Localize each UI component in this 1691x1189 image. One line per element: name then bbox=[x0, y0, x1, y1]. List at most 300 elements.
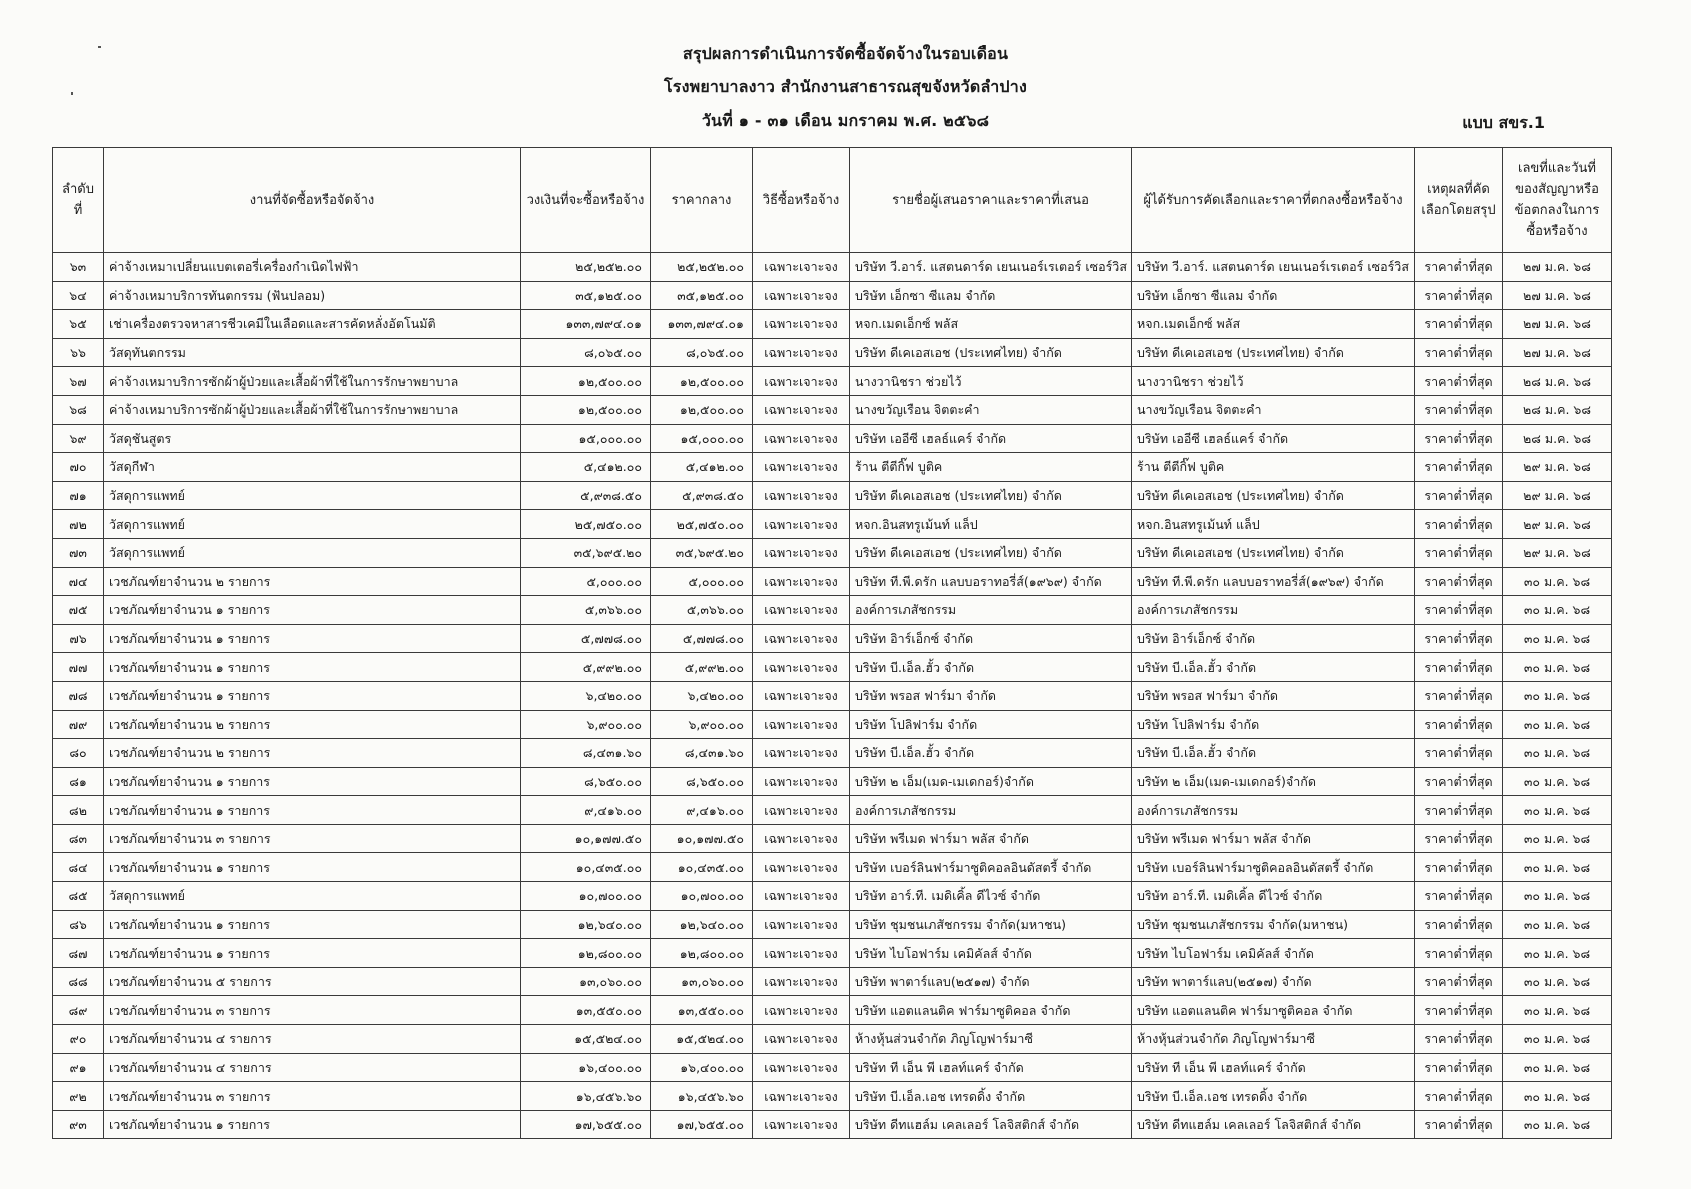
cell-task: ค่าจ้างเหมาบริการทันตกรรม (ฟันปลอม) bbox=[104, 281, 521, 310]
cell-contract-date: ๓๐ ม.ค. ๖๘ bbox=[1503, 1110, 1612, 1139]
cell-reference-price: ๑๖,๔๐๐.๐๐ bbox=[651, 1053, 753, 1082]
cell-budget: ๘,๐๖๕.๐๐ bbox=[521, 338, 651, 367]
cell-no: ๗๓ bbox=[53, 538, 104, 567]
cell-reason: ราคาต่ำที่สุด bbox=[1415, 681, 1503, 710]
table-row bbox=[53, 624, 1612, 653]
cell-method: เฉพาะเจาะจง bbox=[753, 567, 850, 596]
cell-reference-price: ๑๐,๑๗๗.๕๐ bbox=[651, 824, 753, 853]
cell-reason: ราคาต่ำที่สุด bbox=[1415, 624, 1503, 653]
cell-reference-price: ๕,๙๙๒.๐๐ bbox=[651, 653, 753, 682]
cell-method: เฉพาะเจาะจง bbox=[753, 310, 850, 339]
cell-reference-price: ๘,๐๖๕.๐๐ bbox=[651, 338, 753, 367]
cell-winner: บริษัท พรีเมด ฟาร์มา พลัส จำกัด bbox=[1132, 824, 1415, 853]
cell-reference-price: ๘,๔๓๑.๖๐ bbox=[651, 739, 753, 768]
cell-bidders: บริษัท ดีเคเอสเอช (ประเทศไทย) จำกัด bbox=[850, 338, 1132, 367]
cell-no: ๖๙ bbox=[53, 424, 104, 453]
cell-bidders: บริษัท พรอส ฟาร์มา จำกัด bbox=[850, 681, 1132, 710]
cell-task: เวชภัณฑ์ยาจำนวน ๒ รายการ bbox=[104, 739, 521, 768]
cell-bidders: บริษัท ดีเคเอสเอช (ประเทศไทย) จำกัด bbox=[850, 481, 1132, 510]
cell-budget: ๑๐,๔๓๕.๐๐ bbox=[521, 853, 651, 882]
cell-contract-date: ๓๐ ม.ค. ๖๘ bbox=[1503, 710, 1612, 739]
cell-reason: ราคาต่ำที่สุด bbox=[1415, 739, 1503, 768]
table-row bbox=[53, 767, 1612, 796]
table-row bbox=[53, 882, 1612, 911]
report-title: สรุปผลการดำเนินการจัดซื้อจัดจ้างในรอบเดือน bbox=[682, 44, 1009, 63]
cell-contract-date: ๓๐ ม.ค. ๖๘ bbox=[1503, 653, 1612, 682]
cell-contract-date: ๒๗ ม.ค. ๖๘ bbox=[1503, 338, 1612, 367]
cell-budget: ๘,๔๓๑.๖๐ bbox=[521, 739, 651, 768]
cell-contract-date: ๓๐ ม.ค. ๖๘ bbox=[1503, 624, 1612, 653]
table-row bbox=[53, 939, 1612, 968]
cell-method: เฉพาะเจาะจง bbox=[753, 739, 850, 768]
table-row bbox=[53, 1025, 1612, 1054]
cell-task: เวชภัณฑ์ยาจำนวน ๓ รายการ bbox=[104, 996, 521, 1025]
cell-winner: ห้างหุ้นส่วนจำกัด ภิญโญฟาร์มาซี bbox=[1132, 1025, 1415, 1054]
cell-reference-price: ๑๒,๘๐๐.๐๐ bbox=[651, 939, 753, 968]
cell-reason: ราคาต่ำที่สุด bbox=[1415, 796, 1503, 825]
cell-bidders: บริษัท บี.เอ็ล.เอช เทรดดิ้ง จำกัด bbox=[850, 1082, 1132, 1111]
cell-contract-date: ๒๘ ม.ค. ๖๘ bbox=[1503, 424, 1612, 453]
cell-method: เฉพาะเจาะจง bbox=[753, 710, 850, 739]
cell-contract-date: ๓๐ ม.ค. ๖๘ bbox=[1503, 967, 1612, 996]
cell-contract-date: ๓๐ ม.ค. ๖๘ bbox=[1503, 796, 1612, 825]
cell-task: เวชภัณฑ์ยาจำนวน ๑ รายการ bbox=[104, 681, 521, 710]
cell-contract-date: ๒๘ ม.ค. ๖๘ bbox=[1503, 367, 1612, 396]
cell-reference-price: ๖,๔๒๐.๐๐ bbox=[651, 681, 753, 710]
cell-method: เฉพาะเจาะจง bbox=[753, 882, 850, 911]
cell-budget: ๑๕,๐๐๐.๐๐ bbox=[521, 424, 651, 453]
cell-method: เฉพาะเจาะจง bbox=[753, 824, 850, 853]
cell-no: ๖๘ bbox=[53, 395, 104, 424]
col-header-task: งานที่จัดซื้อหรือจัดจ้าง bbox=[104, 148, 521, 253]
cell-reason: ราคาต่ำที่สุด bbox=[1415, 967, 1503, 996]
cell-budget: ๕,๓๖๖.๐๐ bbox=[521, 596, 651, 625]
cell-task: วัสดุชันสูตร bbox=[104, 424, 521, 453]
cell-bidders: บริษัท ๒ เอ็ม(เมด-เมเดกอร์)จำกัด bbox=[850, 767, 1132, 796]
cell-budget: ๓๕,๖๙๕.๒๐ bbox=[521, 538, 651, 567]
cell-method: เฉพาะเจาะจง bbox=[753, 939, 850, 968]
cell-method: เฉพาะเจาะจง bbox=[753, 253, 850, 282]
cell-reference-price: ๑๓,๕๕๐.๐๐ bbox=[651, 996, 753, 1025]
cell-reason: ราคาต่ำที่สุด bbox=[1415, 281, 1503, 310]
cell-reason: ราคาต่ำที่สุด bbox=[1415, 510, 1503, 539]
cell-method: เฉพาะเจาะจง bbox=[753, 338, 850, 367]
cell-bidders: ห้างหุ้นส่วนจำกัด ภิญโญฟาร์มาซี bbox=[850, 1025, 1132, 1054]
cell-reference-price: ๑๒,๕๐๐.๐๐ bbox=[651, 367, 753, 396]
cell-reference-price: ๑๐,๔๓๕.๐๐ bbox=[651, 853, 753, 882]
cell-contract-date: ๓๐ ม.ค. ๖๘ bbox=[1503, 882, 1612, 911]
table-row bbox=[53, 910, 1612, 939]
cell-winner: บริษัท ที.พี.ดรัก แลบบอราทอรี่ส์(๑๙๖๙) จำกัด bbox=[1132, 567, 1415, 596]
cell-bidders: บริษัท บี.เอ็ล.ฮั้ว จำกัด bbox=[850, 739, 1132, 768]
cell-reason: ราคาต่ำที่สุด bbox=[1415, 453, 1503, 482]
cell-no: ๗๙ bbox=[53, 710, 104, 739]
cell-reason: ราคาต่ำที่สุด bbox=[1415, 882, 1503, 911]
cell-winner: บริษัท โปลิฟาร์ม จำกัด bbox=[1132, 710, 1415, 739]
cell-contract-date: ๓๐ ม.ค. ๖๘ bbox=[1503, 1025, 1612, 1054]
cell-bidders: บริษัท เบอร์ลินฟาร์มาซูติคอลอินดัสตรี้ จำกัด bbox=[850, 853, 1132, 882]
cell-winner: บริษัท อิาร์เอ็กซ์ จำกัด bbox=[1132, 624, 1415, 653]
table-row bbox=[53, 338, 1612, 367]
cell-no: ๖๓ bbox=[53, 253, 104, 282]
cell-budget: ๑๒,๖๔๐.๐๐ bbox=[521, 910, 651, 939]
cell-task: ค่าจ้างเหมาบริการซักผ้าผู้ป่วยและเสื้อผ้าที่ใช้ในการรักษาพยาบาล bbox=[104, 367, 521, 396]
cell-method: เฉพาะเจาะจง bbox=[753, 967, 850, 996]
cell-bidders: บริษัท ที.พี.ดรัก แลบบอราทอรี่ส์(๑๙๖๙) จำกัด bbox=[850, 567, 1132, 596]
col-header-bidders: รายชื่อผู้เสนอราคาและราคาที่เสนอ bbox=[850, 148, 1132, 253]
cell-bidders: หจก.อินสทรูเม้นท์ แล็ป bbox=[850, 510, 1132, 539]
cell-bidders: ร้าน ตีตีกิ๊ฟ บูติค bbox=[850, 453, 1132, 482]
cell-bidders: บริษัท อาร์.ที. เมดิเคิ้ล ดีไวซ์ จำกัด bbox=[850, 882, 1132, 911]
cell-budget: ๕,๐๐๐.๐๐ bbox=[521, 567, 651, 596]
cell-reason: ราคาต่ำที่สุด bbox=[1415, 710, 1503, 739]
cell-bidders: บริษัท พรีเมด ฟาร์มา พลัส จำกัด bbox=[850, 824, 1132, 853]
cell-contract-date: ๒๙ ม.ค. ๖๘ bbox=[1503, 453, 1612, 482]
cell-no: ๖๕ bbox=[53, 310, 104, 339]
cell-task: เวชภัณฑ์ยาจำนวน ๒ รายการ bbox=[104, 567, 521, 596]
cell-method: เฉพาะเจาะจง bbox=[753, 453, 850, 482]
cell-task: วัสดุการแพทย์ bbox=[104, 481, 521, 510]
cell-method: เฉพาะเจาะจง bbox=[753, 910, 850, 939]
cell-bidders: องค์การเภสัชกรรม bbox=[850, 596, 1132, 625]
cell-no: ๗๒ bbox=[53, 510, 104, 539]
cell-no: ๘๕ bbox=[53, 882, 104, 911]
cell-task: เวชภัณฑ์ยาจำนวน ๕ รายการ bbox=[104, 967, 521, 996]
cell-method: เฉพาะเจาะจง bbox=[753, 1082, 850, 1111]
table-row bbox=[53, 739, 1612, 768]
cell-winner: องค์การเภสัชกรรม bbox=[1132, 596, 1415, 625]
cell-method: เฉพาะเจาะจง bbox=[753, 395, 850, 424]
cell-contract-date: ๓๐ ม.ค. ๖๘ bbox=[1503, 910, 1612, 939]
cell-reference-price: ๕,๙๓๘.๕๐ bbox=[651, 481, 753, 510]
cell-budget: ๖,๙๐๐.๐๐ bbox=[521, 710, 651, 739]
cell-winner: บริษัท บี.เอ็ล.ฮั้ว จำกัด bbox=[1132, 653, 1415, 682]
cell-budget: ๑๓,๕๕๐.๐๐ bbox=[521, 996, 651, 1025]
col-header-winner: ผู้ได้รับการคัดเลือกและราคาที่ตกลงซื้อหรือจ้าง bbox=[1132, 148, 1415, 253]
cell-no: ๗๖ bbox=[53, 624, 104, 653]
cell-reference-price: ๕,๔๑๒.๐๐ bbox=[651, 453, 753, 482]
cell-method: เฉพาะเจาะจง bbox=[753, 424, 850, 453]
cell-no: ๙๓ bbox=[53, 1110, 104, 1139]
cell-budget: ๕,๔๑๒.๐๐ bbox=[521, 453, 651, 482]
cell-method: เฉพาะเจาะจง bbox=[753, 767, 850, 796]
cell-winner: บริษัท ๒ เอ็ม(เมด-เมเดกอร์)จำกัด bbox=[1132, 767, 1415, 796]
cell-bidders: บริษัท ดีเคเอสเอช (ประเทศไทย) จำกัด bbox=[850, 538, 1132, 567]
cell-reason: ราคาต่ำที่สุด bbox=[1415, 567, 1503, 596]
cell-method: เฉพาะเจาะจง bbox=[753, 281, 850, 310]
cell-no: ๘๑ bbox=[53, 767, 104, 796]
table-row bbox=[53, 281, 1612, 310]
cell-method: เฉพาะเจาะจง bbox=[753, 853, 850, 882]
cell-budget: ๑๒,๕๐๐.๐๐ bbox=[521, 395, 651, 424]
cell-budget: ๑๖,๔๕๖.๖๐ bbox=[521, 1082, 651, 1111]
table-row bbox=[53, 653, 1612, 682]
cell-budget: ๑๗,๖๕๕.๐๐ bbox=[521, 1110, 651, 1139]
cell-no: ๖๔ bbox=[53, 281, 104, 310]
cell-winner: นางวานิชรา ช่วยไว้ bbox=[1132, 367, 1415, 396]
cell-budget: ๘,๖๕๐.๐๐ bbox=[521, 767, 651, 796]
cell-task: เวชภัณฑ์ยาจำนวน ๓ รายการ bbox=[104, 1082, 521, 1111]
col-header-contract-date: เลขที่และวันที่ของสัญญาหรือข้อตกลงในการซื้อหรือจ้าง bbox=[1503, 148, 1612, 253]
cell-reference-price: ๓๕,๑๒๕.๐๐ bbox=[651, 281, 753, 310]
cell-no: ๗๐ bbox=[53, 453, 104, 482]
form-code: แบบ สขร.1 bbox=[1462, 113, 1545, 132]
cell-task: เวชภัณฑ์ยาจำนวน ๒ รายการ bbox=[104, 710, 521, 739]
cell-no: ๙๑ bbox=[53, 1053, 104, 1082]
table-row bbox=[53, 367, 1612, 396]
cell-no: ๘๗ bbox=[53, 939, 104, 968]
cell-method: เฉพาะเจาะจง bbox=[753, 596, 850, 625]
cell-reason: ราคาต่ำที่สุด bbox=[1415, 395, 1503, 424]
cell-winner: บริษัท ดีเคเอสเอช (ประเทศไทย) จำกัด bbox=[1132, 538, 1415, 567]
cell-reference-price: ๑๗,๖๕๕.๐๐ bbox=[651, 1110, 753, 1139]
table-row bbox=[53, 853, 1612, 882]
cell-contract-date: ๒๙ ม.ค. ๖๘ bbox=[1503, 510, 1612, 539]
cell-contract-date: ๓๐ ม.ค. ๖๘ bbox=[1503, 596, 1612, 625]
cell-reference-price: ๑๐,๗๐๐.๐๐ bbox=[651, 882, 753, 911]
cell-contract-date: ๒๗ ม.ค. ๖๘ bbox=[1503, 281, 1612, 310]
table-row bbox=[53, 824, 1612, 853]
cell-reason: ราคาต่ำที่สุด bbox=[1415, 767, 1503, 796]
cell-task: เวชภัณฑ์ยาจำนวน ๑ รายการ bbox=[104, 939, 521, 968]
cell-budget: ๑๕,๕๒๔.๐๐ bbox=[521, 1025, 651, 1054]
cell-winner: บริษัท พาตาร์แลบ(๒๕๑๗) จำกัด bbox=[1132, 967, 1415, 996]
cell-bidders: หจก.เมดเอ็กซ์ พลัส bbox=[850, 310, 1132, 339]
cell-no: ๗๗ bbox=[53, 653, 104, 682]
cell-reason: ราคาต่ำที่สุด bbox=[1415, 1082, 1503, 1111]
cell-reference-price: ๑๕,๐๐๐.๐๐ bbox=[651, 424, 753, 453]
cell-contract-date: ๓๐ ม.ค. ๖๘ bbox=[1503, 1053, 1612, 1082]
table-row bbox=[53, 538, 1612, 567]
cell-winner: บริษัท เอ็กซา ซีแลม จำกัด bbox=[1132, 281, 1415, 310]
cell-reason: ราคาต่ำที่สุด bbox=[1415, 596, 1503, 625]
col-header-budget: วงเงินที่จะซื้อหรือจ้าง bbox=[521, 148, 651, 253]
cell-reason: ราคาต่ำที่สุด bbox=[1415, 367, 1503, 396]
cell-no: ๗๘ bbox=[53, 681, 104, 710]
cell-no: ๘๙ bbox=[53, 996, 104, 1025]
cell-bidders: นางขวัญเรือน จิตตะคำ bbox=[850, 395, 1132, 424]
cell-reason: ราคาต่ำที่สุด bbox=[1415, 853, 1503, 882]
cell-task: เวชภัณฑ์ยาจำนวน ๓ รายการ bbox=[104, 824, 521, 853]
cell-no: ๙๒ bbox=[53, 1082, 104, 1111]
cell-contract-date: ๓๐ ม.ค. ๖๘ bbox=[1503, 824, 1612, 853]
cell-method: เฉพาะเจาะจง bbox=[753, 538, 850, 567]
table-row bbox=[53, 424, 1612, 453]
cell-bidders: บริษัท วี.อาร์. แสตนดาร์ด เยนเนอร์เรเตอร์ เซอร์วิส bbox=[850, 253, 1132, 282]
cell-no: ๘๘ bbox=[53, 967, 104, 996]
cell-winner: บริษัท ชุมชนเภสัชกรรม จำกัด(มหาชน) bbox=[1132, 910, 1415, 939]
report-period: วันที่ ๑ - ๓๑ เดือน มกราคม พ.ศ. ๒๕๖๘ bbox=[701, 111, 990, 130]
cell-winner: บริษัท ที เอ็น พี เฮลท์แคร์ จำกัด bbox=[1132, 1053, 1415, 1082]
cell-winner: บริษัท ดีเคเอสเอช (ประเทศไทย) จำกัด bbox=[1132, 338, 1415, 367]
cell-winner: บริษัท แอตแลนติค ฟาร์มาซูติคอล จำกัด bbox=[1132, 996, 1415, 1025]
cell-bidders: บริษัท ชุมชนเภสัชกรรม จำกัด(มหาชน) bbox=[850, 910, 1132, 939]
cell-reference-price: ๑๒,๕๐๐.๐๐ bbox=[651, 395, 753, 424]
cell-no: ๘๔ bbox=[53, 853, 104, 882]
cell-task: เวชภัณฑ์ยาจำนวน ๑ รายการ bbox=[104, 1110, 521, 1139]
cell-budget: ๕,๙๙๒.๐๐ bbox=[521, 653, 651, 682]
cell-budget: ๓๕,๑๒๕.๐๐ bbox=[521, 281, 651, 310]
cell-method: เฉพาะเจาะจง bbox=[753, 624, 850, 653]
table-row bbox=[53, 996, 1612, 1025]
cell-reference-price: ๙,๔๑๖.๐๐ bbox=[651, 796, 753, 825]
cell-no: ๘๓ bbox=[53, 824, 104, 853]
cell-reference-price: ๑๕,๕๒๔.๐๐ bbox=[651, 1025, 753, 1054]
table-row bbox=[53, 253, 1612, 282]
cell-winner: บริษัท ดีทแฮล์ม เคลเลอร์ โลจิสติกส์ จำกัด bbox=[1132, 1110, 1415, 1139]
cell-task: เวชภัณฑ์ยาจำนวน ๔ รายการ bbox=[104, 1025, 521, 1054]
cell-winner: องค์การเภสัชกรรม bbox=[1132, 796, 1415, 825]
cell-bidders: บริษัท เออีซี เฮลธ์แคร์ จำกัด bbox=[850, 424, 1132, 453]
col-header-reference-price: ราคากลาง bbox=[651, 148, 753, 253]
table-row bbox=[53, 1053, 1612, 1082]
cell-reference-price: ๕,๓๖๖.๐๐ bbox=[651, 596, 753, 625]
cell-method: เฉพาะเจาะจง bbox=[753, 481, 850, 510]
cell-task: ค่าจ้างเหมาเปลี่ยนแบตเตอรี่เครื่องกำเนิดไฟฟ้า bbox=[104, 253, 521, 282]
cell-budget: ๙,๔๑๖.๐๐ bbox=[521, 796, 651, 825]
table-row bbox=[53, 510, 1612, 539]
cell-bidders: บริษัท แอตแลนติค ฟาร์มาซูติคอล จำกัด bbox=[850, 996, 1132, 1025]
cell-bidders: องค์การเภสัชกรรม bbox=[850, 796, 1132, 825]
cell-task: วัสดุการแพทย์ bbox=[104, 510, 521, 539]
cell-reference-price: ๒๕,๒๕๒.๐๐ bbox=[651, 253, 753, 282]
cell-method: เฉพาะเจาะจง bbox=[753, 1053, 850, 1082]
cell-bidders: บริษัท อิาร์เอ็กซ์ จำกัด bbox=[850, 624, 1132, 653]
table-row bbox=[53, 1082, 1612, 1111]
cell-bidders: บริษัท ที เอ็น พี เฮลท์แคร์ จำกัด bbox=[850, 1053, 1132, 1082]
col-header-method: วิธีซื้อหรือจ้าง bbox=[753, 148, 850, 253]
cell-reason: ราคาต่ำที่สุด bbox=[1415, 996, 1503, 1025]
cell-task: เวชภัณฑ์ยาจำนวน ๑ รายการ bbox=[104, 596, 521, 625]
cell-no: ๘๐ bbox=[53, 739, 104, 768]
table-row bbox=[53, 395, 1612, 424]
procurement-table bbox=[52, 147, 1612, 1139]
cell-budget: ๑๓๓,๗๙๔.๐๑ bbox=[521, 310, 651, 339]
cell-method: เฉพาะเจาะจง bbox=[753, 796, 850, 825]
cell-reason: ราคาต่ำที่สุด bbox=[1415, 824, 1503, 853]
cell-reason: ราคาต่ำที่สุด bbox=[1415, 310, 1503, 339]
cell-reason: ราคาต่ำที่สุด bbox=[1415, 481, 1503, 510]
cell-no: ๖๗ bbox=[53, 367, 104, 396]
cell-winner: บริษัท เออีซี เฮลธ์แคร์ จำกัด bbox=[1132, 424, 1415, 453]
cell-no: ๙๐ bbox=[53, 1025, 104, 1054]
cell-reference-price: ๑๒,๖๔๐.๐๐ bbox=[651, 910, 753, 939]
cell-reference-price: ๕,๗๗๘.๐๐ bbox=[651, 624, 753, 653]
table-row bbox=[53, 967, 1612, 996]
cell-method: เฉพาะเจาะจง bbox=[753, 996, 850, 1025]
table-row bbox=[53, 596, 1612, 625]
cell-contract-date: ๓๐ ม.ค. ๖๘ bbox=[1503, 567, 1612, 596]
table-row bbox=[53, 681, 1612, 710]
cell-task: ค่าจ้างเหมาบริการซักผ้าผู้ป่วยและเสื้อผ้าที่ใช้ในการรักษาพยาบาล bbox=[104, 395, 521, 424]
cell-method: เฉพาะเจาะจง bbox=[753, 367, 850, 396]
cell-winner: บริษัท บี.เอ็ล.ฮั้ว จำกัด bbox=[1132, 739, 1415, 768]
cell-task: เวชภัณฑ์ยาจำนวน ๑ รายการ bbox=[104, 624, 521, 653]
cell-task: วัสดุการแพทย์ bbox=[104, 538, 521, 567]
cell-reason: ราคาต่ำที่สุด bbox=[1415, 653, 1503, 682]
report-organization: โรงพยาบาลงาว สำนักงานสาธารณสุขจังหวัดลำปาง bbox=[663, 77, 1027, 96]
cell-bidders: บริษัท โปลิฟาร์ม จำกัด bbox=[850, 710, 1132, 739]
cell-reason: ราคาต่ำที่สุด bbox=[1415, 1025, 1503, 1054]
cell-contract-date: ๓๐ ม.ค. ๖๘ bbox=[1503, 853, 1612, 882]
cell-task: วัสดุกีฬา bbox=[104, 453, 521, 482]
cell-winner: นางขวัญเรือน จิตตะคำ bbox=[1132, 395, 1415, 424]
cell-reason: ราคาต่ำที่สุด bbox=[1415, 1053, 1503, 1082]
cell-method: เฉพาะเจาะจง bbox=[753, 1110, 850, 1139]
cell-task: เวชภัณฑ์ยาจำนวน ๑ รายการ bbox=[104, 767, 521, 796]
cell-winner: บริษัท อาร์.ที. เมดิเคิ้ล ดีไวซ์ จำกัด bbox=[1132, 882, 1415, 911]
cell-bidders: บริษัท บี.เอ็ล.ฮั้ว จำกัด bbox=[850, 653, 1132, 682]
cell-task: เวชภัณฑ์ยาจำนวน ๔ รายการ bbox=[104, 1053, 521, 1082]
cell-reference-price: ๖,๙๐๐.๐๐ bbox=[651, 710, 753, 739]
cell-task: เวชภัณฑ์ยาจำนวน ๑ รายการ bbox=[104, 853, 521, 882]
col-header-reason: เหตุผลที่คัดเลือกโดยสรุป bbox=[1415, 148, 1503, 253]
cell-contract-date: ๓๐ ม.ค. ๖๘ bbox=[1503, 767, 1612, 796]
cell-reference-price: ๘,๖๕๐.๐๐ bbox=[651, 767, 753, 796]
cell-winner: บริษัท เบอร์ลินฟาร์มาซูติคอลอินดัสตรี้ จำกัด bbox=[1132, 853, 1415, 882]
cell-winner: บริษัท ดีเคเอสเอช (ประเทศไทย) จำกัด bbox=[1132, 481, 1415, 510]
cell-bidders: บริษัท เอ็กซา ซีแลม จำกัด bbox=[850, 281, 1132, 310]
cell-contract-date: ๒๗ ม.ค. ๖๘ bbox=[1503, 310, 1612, 339]
table-header-row bbox=[53, 148, 1612, 253]
cell-method: เฉพาะเจาะจง bbox=[753, 510, 850, 539]
cell-reason: ราคาต่ำที่สุด bbox=[1415, 538, 1503, 567]
cell-winner: ร้าน ตีตีกิ๊ฟ บูติค bbox=[1132, 453, 1415, 482]
cell-contract-date: ๒๙ ม.ค. ๖๘ bbox=[1503, 481, 1612, 510]
cell-winner: บริษัท ไบโอฟาร์ม เคมิคัลส์ จำกัด bbox=[1132, 939, 1415, 968]
cell-budget: ๒๕,๒๕๒.๐๐ bbox=[521, 253, 651, 282]
cell-bidders: บริษัท ไบโอฟาร์ม เคมิคัลส์ จำกัด bbox=[850, 939, 1132, 968]
cell-reason: ราคาต่ำที่สุด bbox=[1415, 910, 1503, 939]
cell-contract-date: ๓๐ ม.ค. ๖๘ bbox=[1503, 1082, 1612, 1111]
cell-no: ๗๕ bbox=[53, 596, 104, 625]
table-row bbox=[53, 453, 1612, 482]
cell-no: ๖๖ bbox=[53, 338, 104, 367]
cell-winner: หจก.อินสทรูเม้นท์ แล็ป bbox=[1132, 510, 1415, 539]
cell-reason: ราคาต่ำที่สุด bbox=[1415, 424, 1503, 453]
cell-budget: ๑๓,๐๖๐.๐๐ bbox=[521, 967, 651, 996]
cell-bidders: นางวานิชรา ช่วยไว้ bbox=[850, 367, 1132, 396]
cell-method: เฉพาะเจาะจง bbox=[753, 1025, 850, 1054]
table-row bbox=[53, 481, 1612, 510]
cell-budget: ๑๐,๗๐๐.๐๐ bbox=[521, 882, 651, 911]
cell-bidders: บริษัท พาตาร์แลบ(๒๕๑๗) จำกัด bbox=[850, 967, 1132, 996]
cell-winner: บริษัท พรอส ฟาร์มา จำกัด bbox=[1132, 681, 1415, 710]
cell-task: วัสดุการแพทย์ bbox=[104, 882, 521, 911]
cell-reason: ราคาต่ำที่สุด bbox=[1415, 338, 1503, 367]
cell-reference-price: ๒๕,๗๕๐.๐๐ bbox=[651, 510, 753, 539]
cell-reference-price: ๑๖,๔๕๖.๖๐ bbox=[651, 1082, 753, 1111]
cell-budget: ๕,๙๓๘.๕๐ bbox=[521, 481, 651, 510]
cell-budget: ๑๐,๑๗๗.๕๐ bbox=[521, 824, 651, 853]
cell-contract-date: ๓๐ ม.ค. ๖๘ bbox=[1503, 939, 1612, 968]
cell-bidders: บริษัท ดีทแฮล์ม เคลเลอร์ โลจิสติกส์ จำกัด bbox=[850, 1110, 1132, 1139]
cell-reference-price: ๓๕,๖๙๕.๒๐ bbox=[651, 538, 753, 567]
table-row bbox=[53, 310, 1612, 339]
cell-reason: ราคาต่ำที่สุด bbox=[1415, 253, 1503, 282]
cell-reference-price: ๕,๐๐๐.๐๐ bbox=[651, 567, 753, 596]
cell-contract-date: ๒๗ ม.ค. ๖๘ bbox=[1503, 253, 1612, 282]
cell-no: ๗๑ bbox=[53, 481, 104, 510]
cell-budget: ๕,๗๗๘.๐๐ bbox=[521, 624, 651, 653]
cell-method: เฉพาะเจาะจง bbox=[753, 681, 850, 710]
cell-reference-price: ๑๓,๐๖๐.๐๐ bbox=[651, 967, 753, 996]
cell-method: เฉพาะเจาะจง bbox=[753, 653, 850, 682]
cell-budget: ๒๕,๗๕๐.๐๐ bbox=[521, 510, 651, 539]
cell-task: วัสดุทันตกรรม bbox=[104, 338, 521, 367]
cell-contract-date: ๓๐ ม.ค. ๖๘ bbox=[1503, 681, 1612, 710]
table-row bbox=[53, 710, 1612, 739]
